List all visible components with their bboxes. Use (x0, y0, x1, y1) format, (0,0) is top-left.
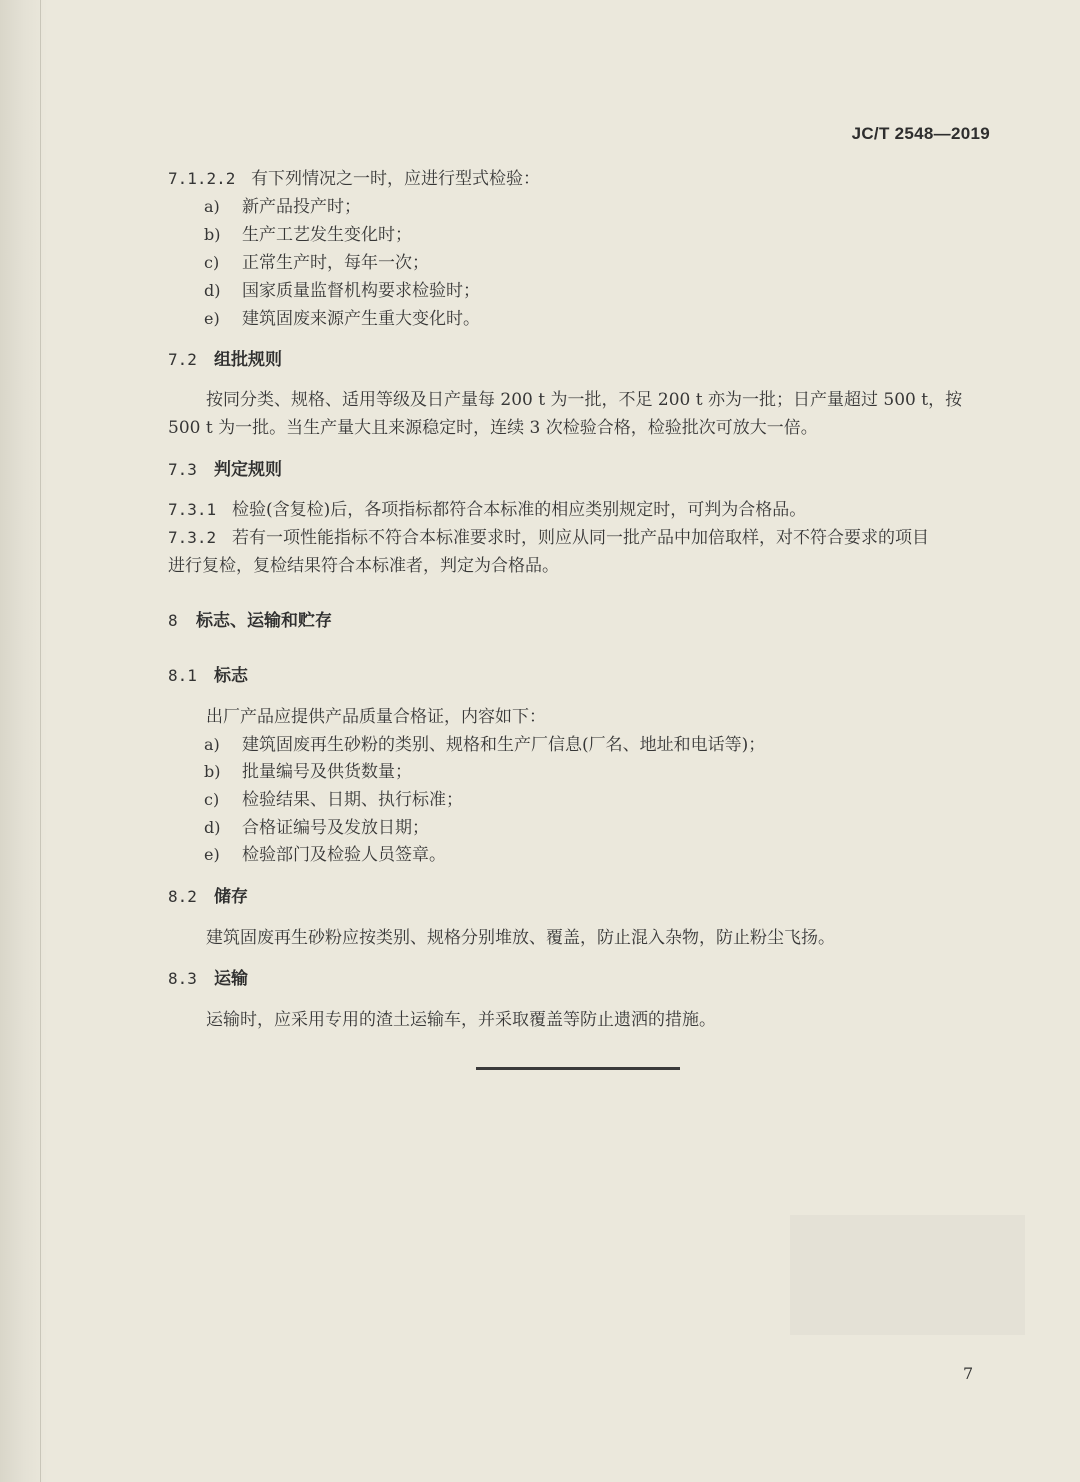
chapter-heading-8 (168, 609, 332, 633)
list-item (204, 760, 412, 784)
page-fold-line (40, 0, 41, 1482)
item-text: 合格证编号及发放日期； (242, 818, 429, 838)
item-text: 正常生产时，每年一次； (242, 253, 429, 273)
clause-number: 7.3.1 (168, 500, 217, 519)
document-code: JC/T 2548—2019 (851, 124, 990, 143)
list-item (204, 307, 480, 331)
chapter-number: 8 (168, 611, 178, 630)
section-heading-8-2 (168, 885, 248, 909)
end-of-text-rule (476, 1067, 680, 1070)
item-label: b) (204, 762, 221, 781)
section-heading-7-3 (168, 458, 282, 482)
list-item (204, 251, 429, 275)
list-item (204, 843, 446, 867)
clause-number: 7.1.2.2 (168, 169, 236, 188)
list-item (204, 195, 361, 219)
clause-7-3-2 (168, 526, 929, 550)
item-text: 新产品投产时； (242, 197, 361, 217)
clause-7-1-2-2 (168, 167, 540, 191)
list-item (204, 279, 480, 303)
section-heading-8-3 (168, 967, 248, 991)
section-title: 运输 (214, 969, 248, 989)
paragraph-line: 500 t 为一批。当生产量大且来源稳定时，连续 3 次检验合格，检验批次可放大一倍。 (168, 418, 818, 438)
item-label: e) (204, 845, 220, 864)
clause-number: 7.3.2 (168, 528, 217, 547)
chapter-title: 标志、运输和贮存 (196, 611, 332, 631)
clause-7-3-1 (168, 498, 806, 522)
item-label: d) (204, 281, 221, 300)
section-number: 8.1 (168, 666, 197, 685)
list-item (204, 816, 429, 840)
item-text: 生产工艺发生变化时； (242, 225, 412, 245)
list-item (204, 733, 765, 757)
section-number: 8.3 (168, 969, 197, 988)
clause-text: 检验(含复检)后，各项指标都符合本标准的相应类别规定时，可判为合格品。 (232, 500, 807, 520)
item-text: 国家质量监督机构要求检验时； (242, 281, 480, 301)
item-text: 批量编号及供货数量； (242, 762, 412, 782)
item-label: a) (204, 197, 220, 216)
clause-text: 有下列情况之一时，应进行型式检验： (251, 169, 540, 189)
item-text: 检验部门及检验人员签章。 (242, 845, 446, 865)
item-text: 建筑固废再生砂粉的类别、规格和生产厂信息(厂名、地址和电话等)； (242, 735, 766, 755)
clause-text: 若有一项性能指标不符合本标准要求时，则应从同一批产品中加倍取样，对不符合要求的项目 (232, 528, 929, 548)
paragraph-line: 出厂产品应提供产品质量合格证，内容如下： (206, 707, 546, 727)
section-title: 标志 (214, 666, 248, 686)
page-number: 7 (963, 1364, 974, 1383)
section-title: 组批规则 (214, 350, 282, 370)
section-heading-8-1 (168, 664, 248, 688)
faint-stamp-shadow (790, 1215, 1025, 1335)
section-number: 7.3 (168, 460, 197, 479)
section-title: 储存 (214, 887, 248, 907)
item-label: d) (204, 818, 221, 837)
section-number: 8.2 (168, 887, 197, 906)
list-item (204, 788, 463, 812)
item-label: a) (204, 735, 220, 754)
item-label: e) (204, 309, 220, 328)
item-label: b) (204, 225, 221, 244)
item-label: c) (204, 253, 220, 272)
paragraph-line: 运输时，应采用专用的渣土运输车，并采取覆盖等防止遗洒的措施。 (206, 1010, 716, 1030)
item-label: c) (204, 790, 220, 809)
section-heading-7-2 (168, 348, 282, 372)
item-text: 检验结果、日期、执行标准； (242, 790, 463, 810)
item-text: 建筑固废来源产生重大变化时。 (242, 309, 480, 329)
section-title: 判定规则 (214, 460, 282, 480)
section-number: 7.2 (168, 350, 197, 369)
paragraph-line: 按同分类、规格、适用等级及日产量每 200 t 为一批，不足 200 t 亦为一批；日产量超过 500 t，按 (206, 390, 963, 410)
list-item (204, 223, 412, 247)
paragraph-line: 建筑固废再生砂粉应按类别、规格分别堆放、覆盖，防止混入杂物，防止粉尘飞扬。 (206, 928, 835, 948)
paragraph-line: 进行复检，复检结果符合本标准者，判定为合格品。 (168, 556, 559, 576)
